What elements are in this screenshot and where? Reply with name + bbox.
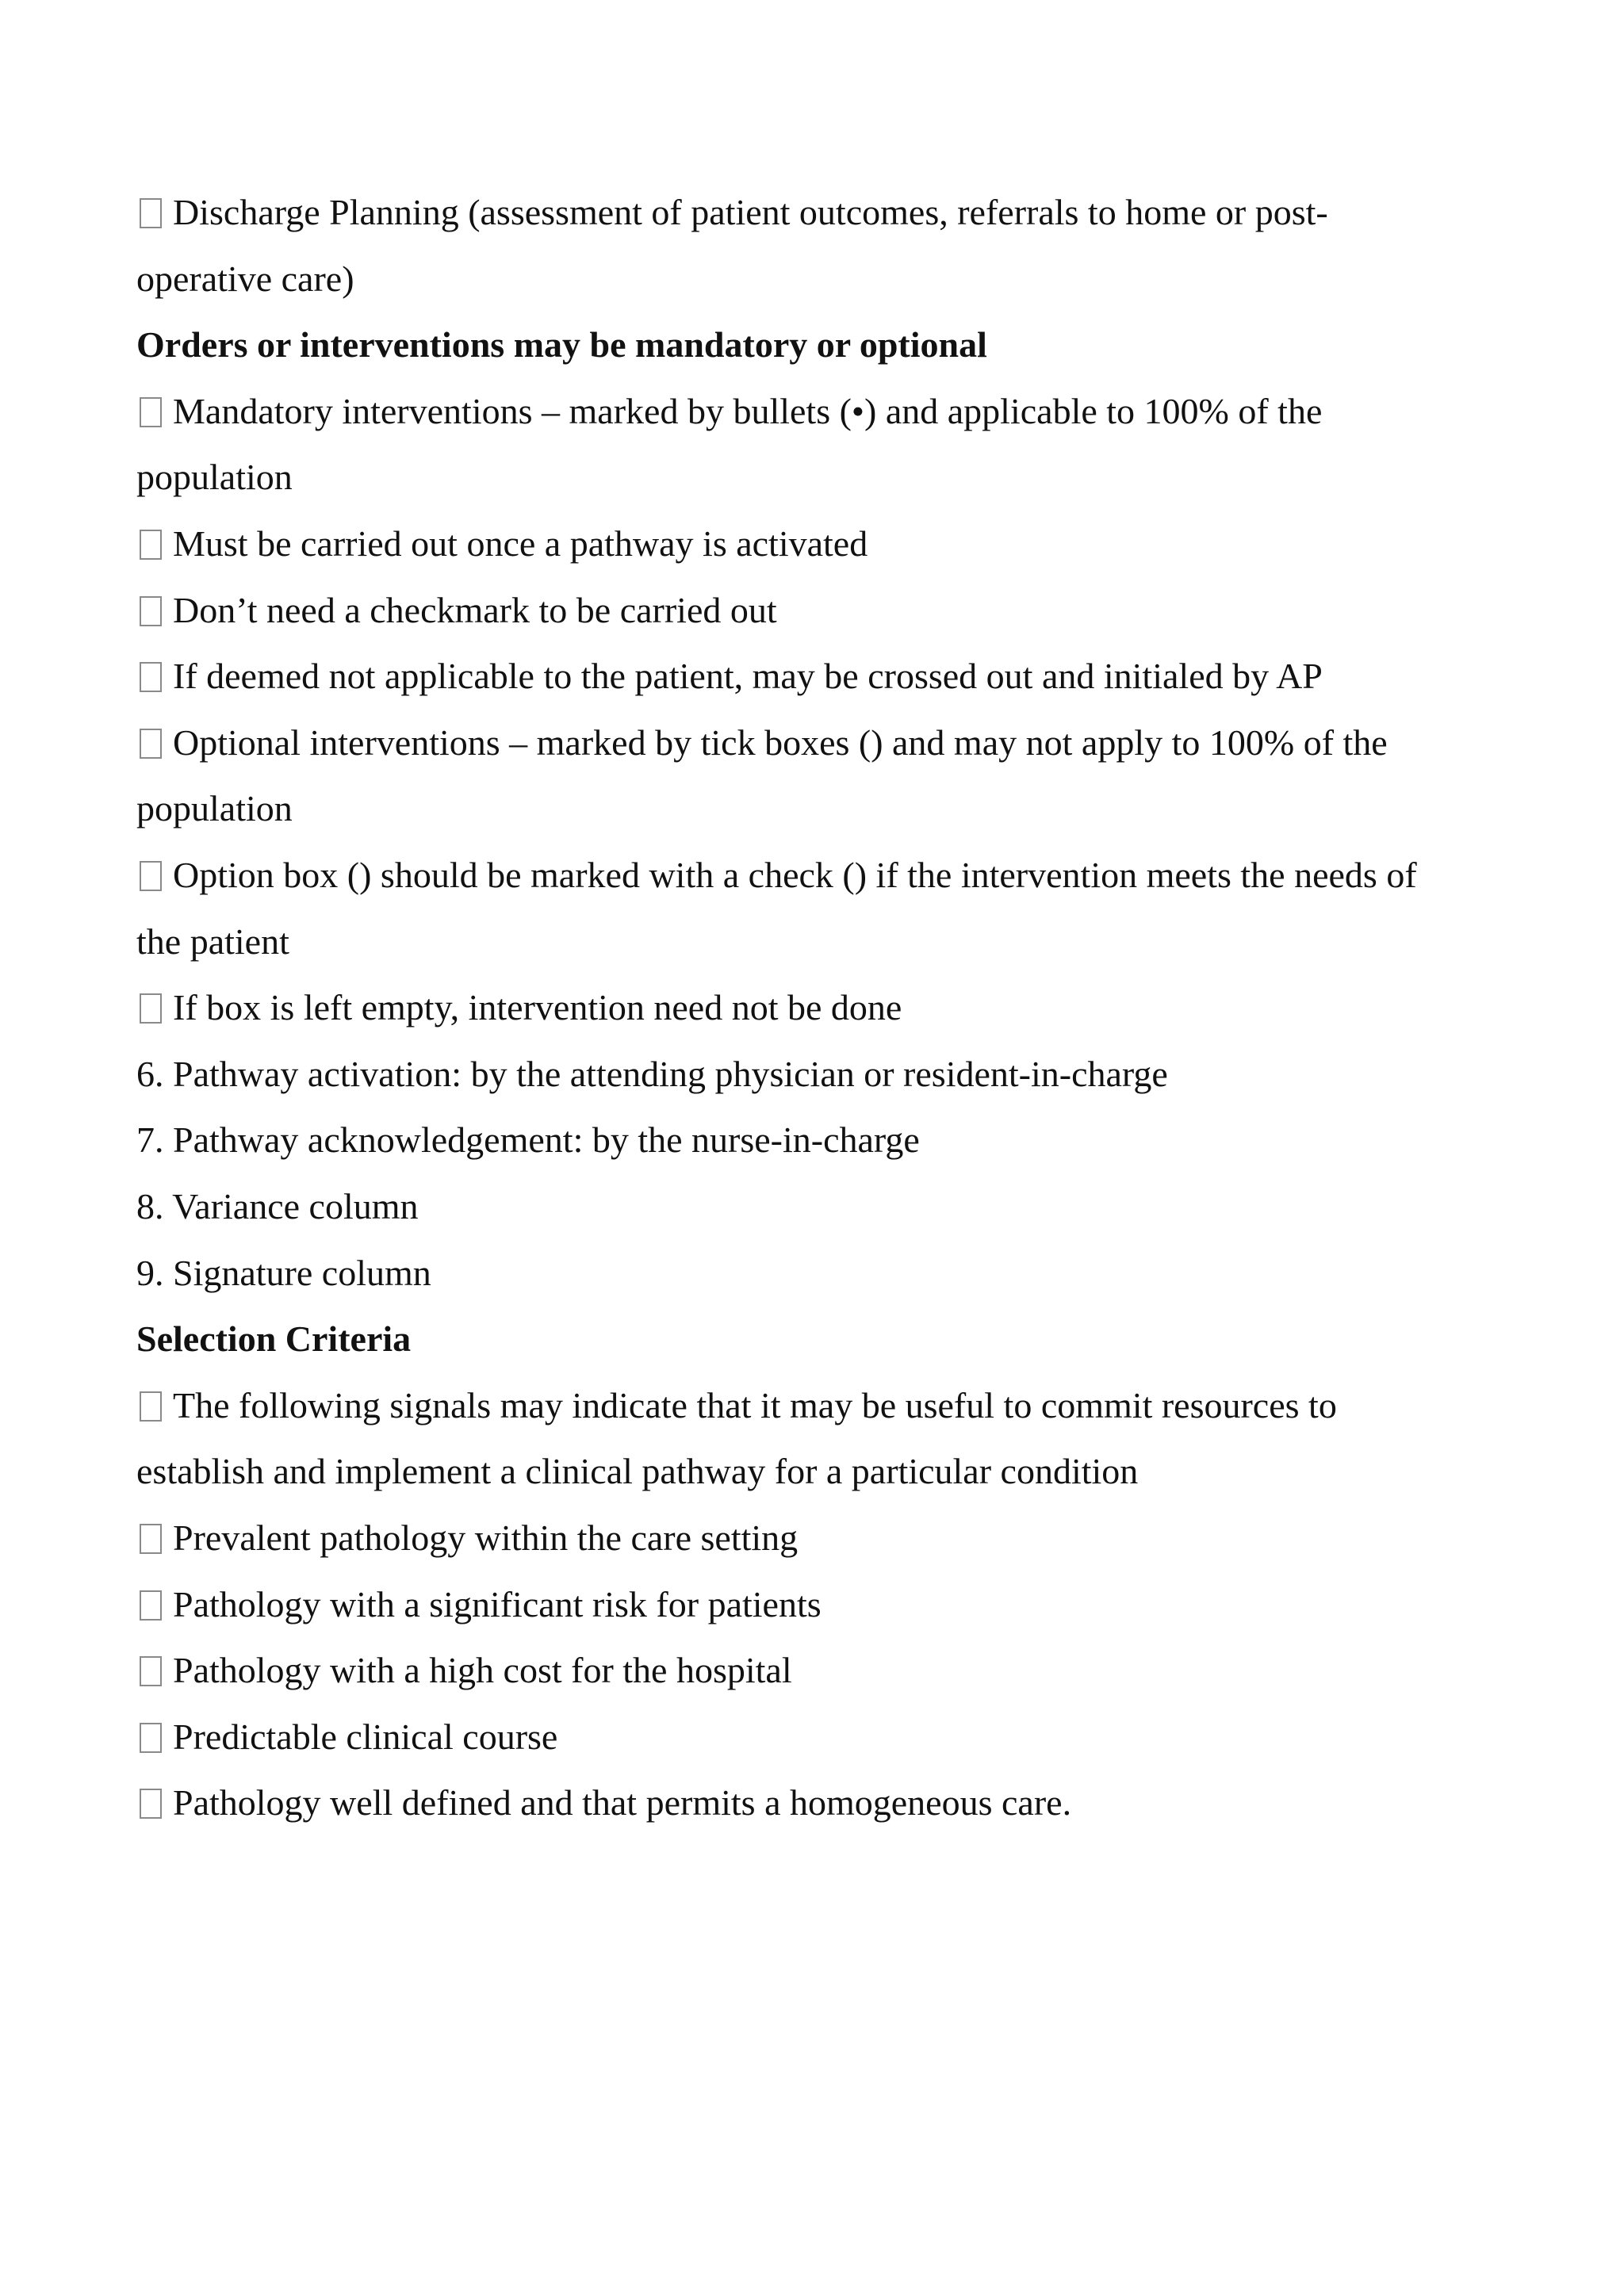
text-line (136, 1118, 920, 1162)
line-text: Mandatory interventions – marked by bullets (•) and applicable to 100% of the (173, 391, 1323, 431)
line-text: Don’t need a checkmark to be carried out (173, 590, 777, 630)
text-line (136, 257, 354, 301)
missing-glyph-box-icon (140, 1789, 162, 1819)
line-text: operative care) (136, 258, 354, 299)
missing-glyph-box-icon (140, 993, 162, 1024)
text-line (136, 920, 289, 964)
line-text: Selection Criteria (136, 1318, 412, 1359)
bullet-item (136, 1781, 1071, 1825)
line-text: population (136, 788, 293, 828)
bullet-item (136, 389, 1322, 434)
missing-glyph-box-icon (140, 1590, 162, 1621)
line-text: 8. Variance column (136, 1186, 419, 1226)
bullet-item (136, 588, 777, 633)
text-line (136, 1449, 1138, 1494)
missing-glyph-box-icon (140, 729, 162, 759)
line-text: Pathology with a high cost for the hospital (173, 1650, 792, 1690)
missing-glyph-box-icon (140, 596, 162, 626)
text-line (136, 786, 293, 831)
line-text: 7. Pathway acknowledgement: by the nurse-in-charge (136, 1119, 920, 1160)
line-text: population (136, 457, 293, 497)
missing-glyph-box-icon (140, 861, 162, 891)
text-line (136, 1052, 1168, 1096)
line-text: Predictable clinical course (173, 1716, 558, 1757)
line-text: Pathology well defined and that permits a homogeneous care. (173, 1782, 1072, 1823)
bullet-item (136, 1648, 792, 1693)
section-heading (136, 323, 987, 367)
missing-glyph-box-icon (140, 1524, 162, 1554)
line-text: establish and implement a clinical pathway for a particular condition (136, 1451, 1139, 1491)
missing-glyph-box-icon (140, 1656, 162, 1686)
line-text: The following signals may indicate that it may be useful to commit resources to (173, 1385, 1337, 1425)
bullet-item (136, 1516, 798, 1560)
line-text: Prevalent pathology within the care setting (173, 1517, 799, 1558)
line-text: Optional interventions – marked by tick boxes () and may not apply to 100% of the (173, 722, 1388, 763)
line-text: 9. Signature column (136, 1253, 431, 1293)
line-text: Pathology with a significant risk for patients (173, 1584, 822, 1624)
missing-glyph-box-icon (140, 1391, 162, 1422)
line-text: Must be carried out once a pathway is activated (173, 523, 868, 564)
bullet-item (136, 654, 1323, 698)
line-text: If deemed not applicable to the patient, may be crossed out and initialed by AP (173, 656, 1323, 696)
missing-glyph-box-icon (140, 662, 162, 692)
missing-glyph-box-icon (140, 1723, 162, 1753)
missing-glyph-box-icon (140, 198, 162, 228)
missing-glyph-box-icon (140, 397, 162, 427)
line-text: Discharge Planning (assessment of patient outcomes, referrals to home or post- (173, 192, 1328, 232)
bullet-item (136, 853, 1417, 897)
bullet-item (136, 1582, 822, 1627)
text-line (136, 455, 293, 499)
bullet-item (136, 1715, 557, 1759)
text-line (136, 1184, 419, 1229)
missing-glyph-box-icon (140, 530, 162, 560)
text-line (136, 1251, 431, 1295)
bullet-item (136, 985, 902, 1030)
line-text: Orders or interventions may be mandatory or optional (136, 324, 987, 365)
line-text: Option box () should be marked with a check () if the intervention meets the needs of (173, 855, 1417, 895)
line-text: If box is left empty, intervention need not be done (173, 987, 902, 1027)
section-heading (136, 1317, 411, 1361)
bullet-item (136, 522, 868, 566)
bullet-item (136, 1383, 1337, 1428)
bullet-item (136, 190, 1328, 235)
line-text: the patient (136, 921, 289, 962)
bullet-item (136, 721, 1388, 765)
line-text: 6. Pathway activation: by the attending physician or resident-in-charge (136, 1054, 1168, 1094)
